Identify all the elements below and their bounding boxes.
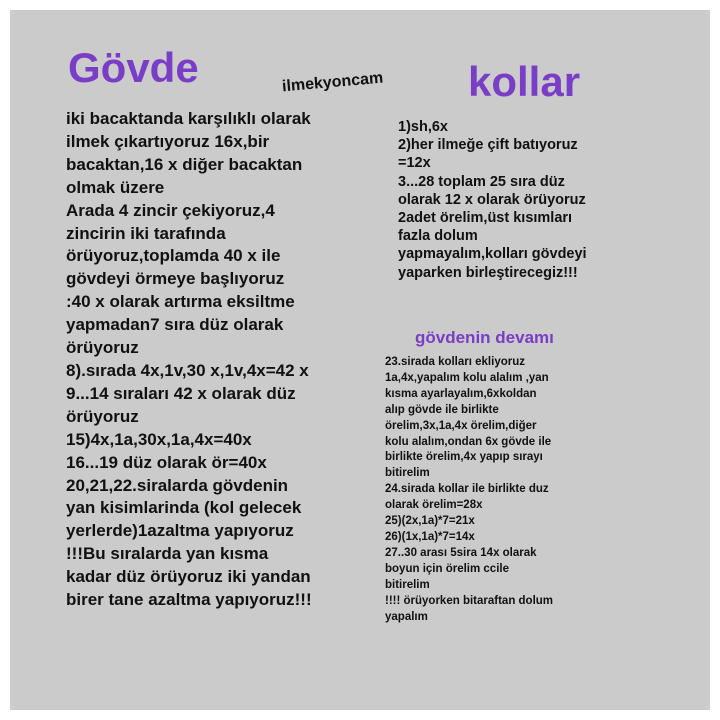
instruction-line: 20,21,22.siralarda gövdenin [66,475,289,495]
kollar-instructions [398,118,587,282]
instruction-line: örüyoruz [66,406,139,426]
instruction-line: 2adet örelim,üst kısımları [398,210,573,227]
instruction-line: gövdeyi örmeye başlıyoruz [66,269,285,289]
heading-govdenin-devami: gövdenin devamı [415,328,554,347]
instruction-line: zincirin iki tarafında [66,223,226,243]
instruction-line: 15)4x,1a,30x,1a,4x=40x [66,429,252,449]
instruction-line: örüyoruz [66,338,139,358]
instruction-line: yapmadan7 sıra düz olarak [66,315,284,335]
heading-kollar: kollar [468,58,581,105]
instruction-line: kısma ayarlayalım,6xkoldan [385,387,537,400]
devam-instructions [385,355,553,625]
instruction-line: birlikte örelim,4x yapıp sırayı [385,451,543,464]
instruction-line: 25)(2x,1a)*7=21x [385,515,475,528]
instruction-line: iki bacaktanda karşılıklı olarak [66,109,311,128]
instruction-line: örelim,3x,1a,4x örelim,diğer [385,419,537,432]
instruction-line: 24.sirada kollar ile birlikte duz [385,483,549,496]
instruction-line: Arada 4 zincir çekiyoruz,4 [66,200,275,220]
instruction-line: yan kisimlarinda (kol gelecek [66,498,302,518]
instruction-line: :40 x olarak artırma eksiltme [66,292,295,312]
instruction-line: yapalım [385,610,428,623]
instruction-line: yapmayalım,kolları gövdeyi [398,246,587,263]
instruction-line: fazla dolum [398,228,478,245]
instruction-line: 1a,4x,yapalım kolu alalım ,yan [385,371,549,384]
instruction-line: !!!! örüyorken bitaraftan dolum [385,594,554,607]
watermark-text: ilmekyoncam [281,69,384,96]
instruction-line: yerlerde)1azaltma yapıyoruz [66,521,294,541]
instruction-line: 9...14 sıraları 42 x olarak düz [66,383,296,403]
instruction-line: !!!Bu sıralarda yan kısma [66,544,269,564]
instruction-line: kolu alalım,ondan 6x gövde ile [385,435,552,448]
instruction-line: 1)sh,6x [398,119,448,135]
instruction-line: olarak örelim=28x [385,499,483,512]
instruction-line: 16...19 düz olarak ör=40x [66,452,267,472]
instruction-line: olmak üzere [66,177,165,197]
instruction-line: 27..30 arası 5sira 14x olarak [385,546,537,559]
instruction-line: 2)her ilmeğe çift batıyoruz [398,137,578,154]
instruction-line: bitirelim [385,467,430,480]
instruction-line: 3...28 toplam 25 sıra düz [398,173,565,190]
instruction-line: boyun için örelim ccile [385,562,509,575]
instruction-line: 23.sirada kolları ekliyoruz [385,356,525,368]
instruction-line: 26)(1x,1a)*7=14x [385,530,475,543]
instruction-line: bacaktan,16 x diğer bacaktan [66,154,303,174]
instruction-line: birer tane azaltma yapıyoruz!!! [66,590,312,610]
instruction-line: =12x [398,155,431,172]
instruction-line: ilmek çıkartıyoruz 16x,bir [66,131,270,151]
heading-govde: Gövde [68,44,199,91]
instruction-line: yaparken birleştirecegiz!!! [398,264,578,281]
instruction-line: 8).sırada 4x,1v,30 x,1v,4x=42 x [66,360,309,380]
instruction-line: örüyoruz,toplamda 40 x ile [66,246,281,266]
instruction-line: olarak 12 x olarak örüyoruz [398,191,586,208]
govde-instructions [66,108,312,612]
instruction-line: alıp gövde ile birlikte [385,403,499,416]
instruction-line: bitirelim [385,578,430,591]
instruction-line: kadar düz örüyoruz iki yandan [66,567,311,587]
